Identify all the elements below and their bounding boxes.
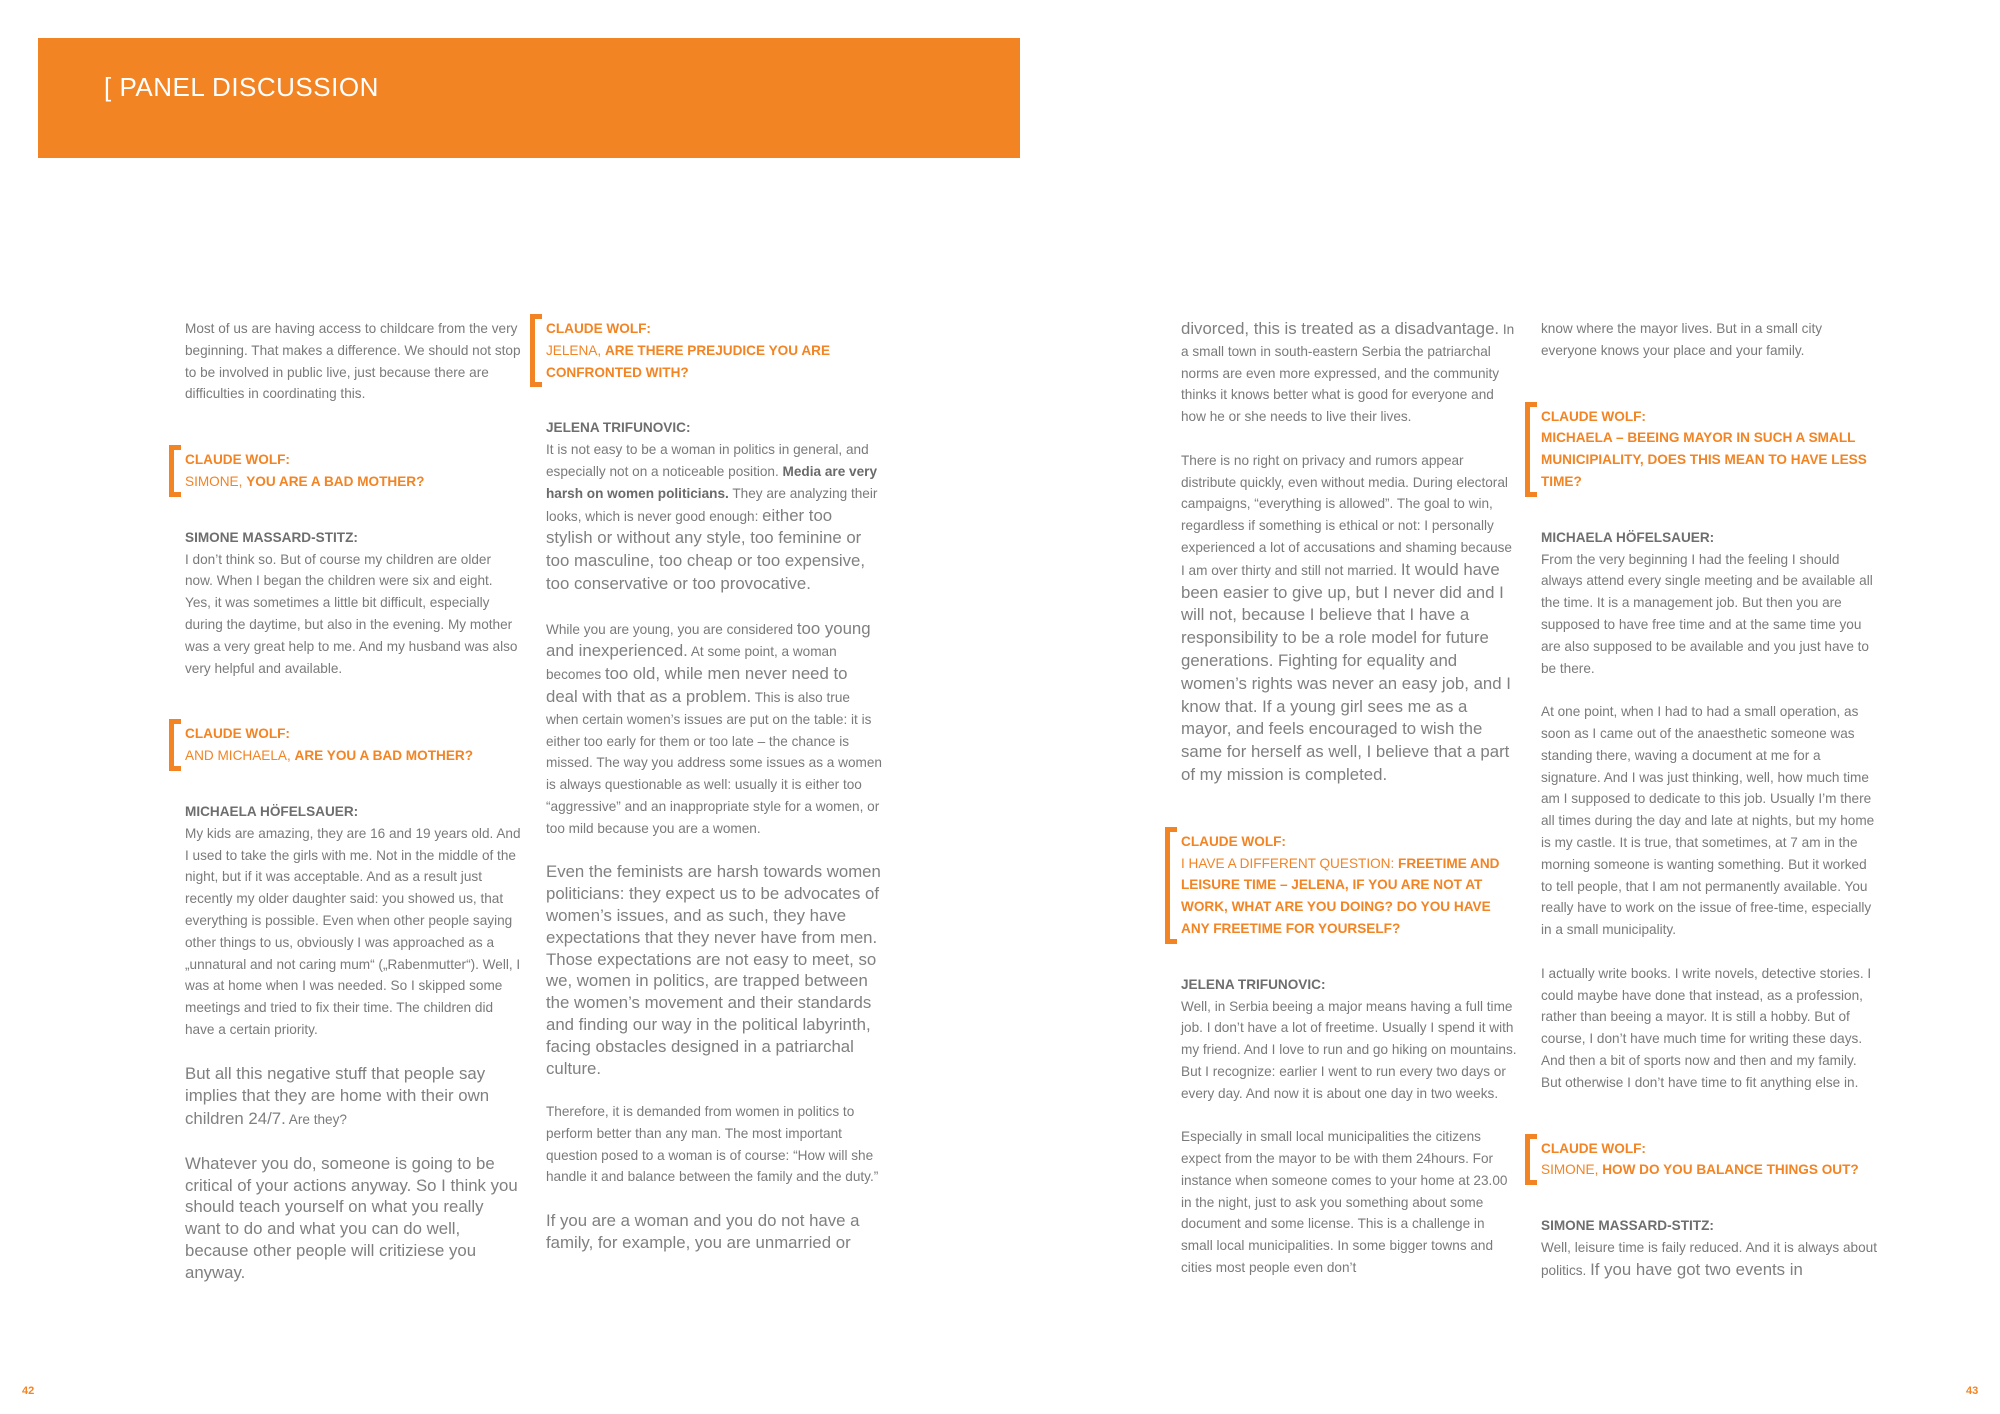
large-text: too old, while men never need to deal with that as a problem. [546,664,848,706]
question-text [546,340,882,384]
question-speaker: CLAUDE WOLF: [546,321,651,336]
question-highlight: ARE YOU A BAD MOTHER? [294,748,474,764]
question-highlight: HOW DO YOU BALANCE THINGS OUT? [1602,1162,1859,1178]
paragraph: If you are a woman and you do not have a family, for example, you are unmarried or [546,1211,860,1252]
speaker-name: JELENA TRIFUNOVIC: [546,420,691,436]
paragraph: Most of us are having access to childcare from the very beginning. That makes a difference. We should not stop to be involved in public live, just because there are difficulties in coordinating this. [185,321,521,402]
large-text: It would have been easier to give up, but I never did and I will not, because I believe that I have a responsibility to be a role model for future generations. Fighting for equality and women’s rights was never an easy job, and I know that. If a young girl sees me as a mayor, and feels encouraged to wish the same for herself as well, I believe that a part of my mission is completed. [1181,559,1511,784]
question-speaker: CLAUDE WOLF: [185,726,290,742]
bracket-icon [530,314,542,387]
bracket-icon [169,445,181,497]
answer-text: My kids are amazing, they are 16 and 19 years old. And I used to take the girls with me. Not in the middle of the night, but if it was acceptable. And as a result just recently my older daughter said: you showed us, that everything is possible. Even when other people saying other things to us, obviously I was approached as a „unnatural and not caring mum“ („Rabenmutter“). Well, I was at home when I was needed. So I skipped some meetings and tried to fix their time. The children did have a certain priority. [185,825,521,1037]
question-block [185,723,521,767]
text-run: In a small town in south-eastern Serbia the patriarchal norms are even more expressed, and the community thinks it knows better what is good for everyone and how he or she needs to live their lives. [1181,322,1515,425]
paragraph: Even the feminists are harsh towards women politicians: they expect us to be advocates of women’s issues, and as such, they have expectations that they never have from men. Those expectations are not easy to meet, so we, women in politics, are trapped between the women’s movement and their standards and finding our way in the political labyrinth, facing obstacles designed in a patriarchal culture. [546,862,881,1078]
answer-highlight [185,1063,521,1131]
large-text: But all this negative stuff that people say implies that they are home with their own children 24/7. [185,1063,490,1129]
question-speaker: CLAUDE WOLF: [185,452,290,468]
question-speaker: CLAUDE WOLF: [1181,833,1286,849]
text-run: While you are young, you are considered [546,621,797,637]
answer-text: I don’t think so. But of course my children are older now. When I began the children were six and eight. Yes, it was sometimes a little bit difficult, especially during the daytime, but also in the evening. My mother was a very great help to me. And my husband was also very helpful and available. [185,551,518,676]
column-3 [1181,318,1517,1279]
column-2 [546,318,882,1254]
text-run: It is not easy to be a woman in politics in general, and especially not on a noticeable position. [546,442,869,479]
question-highlight: ARE THERE PREJUDICE YOU ARE CONFRONTED WITH? [546,342,831,380]
question-block [1181,831,1517,940]
question-text [185,745,521,767]
question-lead: SIMONE, [185,473,247,489]
bracket-icon [169,719,181,771]
answer-text [546,439,882,596]
question-block [1541,1138,1877,1182]
text-run: There is no right on privacy and rumors appear distribute quickly, even without media. During electoral campaigns, “everything is allowed”. The goal to win, regardless if something is ethical or not: I personally experienced a lot of accusations and shaming because I am over thirty and still not married. [1181,452,1512,578]
large-text: either too stylish or without any style, too feminine or too masculine, too cheap or too expensive, too conservative or too provocative. [546,505,866,593]
small-text: Are they? [285,1112,347,1128]
question-lead: JELENA, [546,342,605,358]
question-highlight: YOU ARE A BAD MOTHER? [246,473,425,489]
question-block [185,449,521,493]
column-1 [185,318,521,1283]
text-run: This is also true when certain women’s issues are put on the table: it is either too early for them or too late – the chance is missed. The way you address some issues as a women is always questionable as well: usually it is either too “aggressive” and an inappropriate style for a women, or too mild because you are a women. [546,689,882,836]
question-lead: SIMONE, [1541,1162,1603,1178]
bold-text: Media are very harsh on women politicians. [546,463,878,501]
page-number-left: 42 [22,1385,35,1397]
paragraph: Especially in small local municipalities the citizens expect from the mayor to be with them 24hours. For instance when someone comes to your home at 23.00 in the night, just to ask you something about some document and some license. This is a challenge in small local municipalities. In some bigger towns and cities most people even don’t [1181,1129,1508,1276]
large-text: too young and inexperienced. [546,618,871,661]
paragraph: I actually write books. I write novels, detective stories. I could maybe have done that instead, as a profession, rather than beeing a mayor. It is still a hobby. But of course, I don’t have much time for writing these days. And then a bit of sports now and then and my family. But otherwise I don’t have time to fit anything else in. [1541,965,1872,1090]
text-run: They are analyzing their looks, which is never good enough: [546,485,878,524]
paragraph [546,618,882,840]
question-lead: I HAVE A DIFFERENT QUESTION: [1181,855,1399,871]
page-title: [ PANEL DISCUSSION [104,72,379,102]
paragraph: know where the mayor lives. But in a small city everyone knows your place and your family. [1541,321,1823,358]
text-run: At some point, a woman becomes [546,644,837,683]
question-block [1541,406,1877,493]
speaker-name: JELENA TRIFUNOVIC: [1181,976,1326,992]
bracket-icon [1525,402,1537,497]
speaker-name: SIMONE MASSARD-STITZ: [185,529,358,545]
large-text: If you have got two events in [1590,1259,1803,1279]
paragraph [1181,318,1517,428]
answer-highlight: Whatever you do, someone is going to be critical of your actions anyway. So I think you should teach yourself on what you really want to do and what you can do well, because other people will critiziese you anyway. [185,1153,518,1282]
question-text [1541,1159,1877,1181]
question-highlight: FREETIME AND LEISURE TIME – JELENA, IF YOU ARE NOT AT WORK, WHAT ARE YOU DOING? DO YOU HAVE ANY FREETIME FOR YOURSELF? [1181,855,1500,936]
question-text [185,471,521,493]
column-4 [1541,318,1877,1281]
bracket-icon [1525,1134,1537,1186]
question-speaker: CLAUDE WOLF: [1541,1140,1646,1156]
speaker-name: SIMONE MASSARD-STITZ: [1541,1218,1714,1234]
question-text [1181,853,1517,940]
bracket-icon [1165,827,1177,944]
large-text: divorced, this is treated as a disadvantage. [1181,319,1500,338]
question-speaker: CLAUDE WOLF: [1541,408,1646,424]
paragraph: At one point, when I had to had a small operation, as soon as I came out of the anaesthetic someone was standing there, waving a document at me for a signature. And I was just thinking, well, how much time am I supposed to dedicate to this job. Usually I’m there all times during the day and late at nights, but my home is my castle. It is true, that sometimes, at 7 am in the morning someone is wanting something. But it worked to tell people, that I am not permanently available. You really have to work on the issue of free-time, especially in a small municipality. [1541,704,1875,938]
text-run: Well, leisure time is faily reduced. And it is always about politics. [1541,1239,1877,1278]
question-text: MICHAELA – BEEING MAYOR IN SUCH A SMALL MUNICIPIALITY, DOES THIS MEAN TO HAVE LESS TIME? [1541,430,1867,489]
paragraph [1181,450,1517,787]
question-lead: AND MICHAELA, [185,748,295,764]
speaker-name: MICHAELA HÖFELSAUER: [1541,529,1715,545]
answer-text: From the very beginning I had the feeling I should always attend every single meeting and be available all the time. It is a management job. But then you are supposed to have free time and at the same time you are also supposed to be available and you just have to be there. [1541,551,1873,676]
answer-text [1541,1237,1877,1282]
answer-text: Well, in Serbia beeing a major means having a full time job. I don’t have a lot of freetime. Usually I spend it with my friend. And I love to run and go hiking on mountains. But I recognize: earlier I went to run every two days or every day. And now it is about one day in two weeks. [1181,998,1517,1101]
question-block [546,318,882,383]
page-number-right: 43 [1966,1385,1979,1397]
paragraph: Therefore, it is demanded from women in politics to perform better than any man. The most important question posed to a woman is of course: “How will she handle it and balance between the family and the duty.” [546,1104,879,1185]
speaker-name: MICHAELA HÖFELSAUER: [185,803,359,819]
